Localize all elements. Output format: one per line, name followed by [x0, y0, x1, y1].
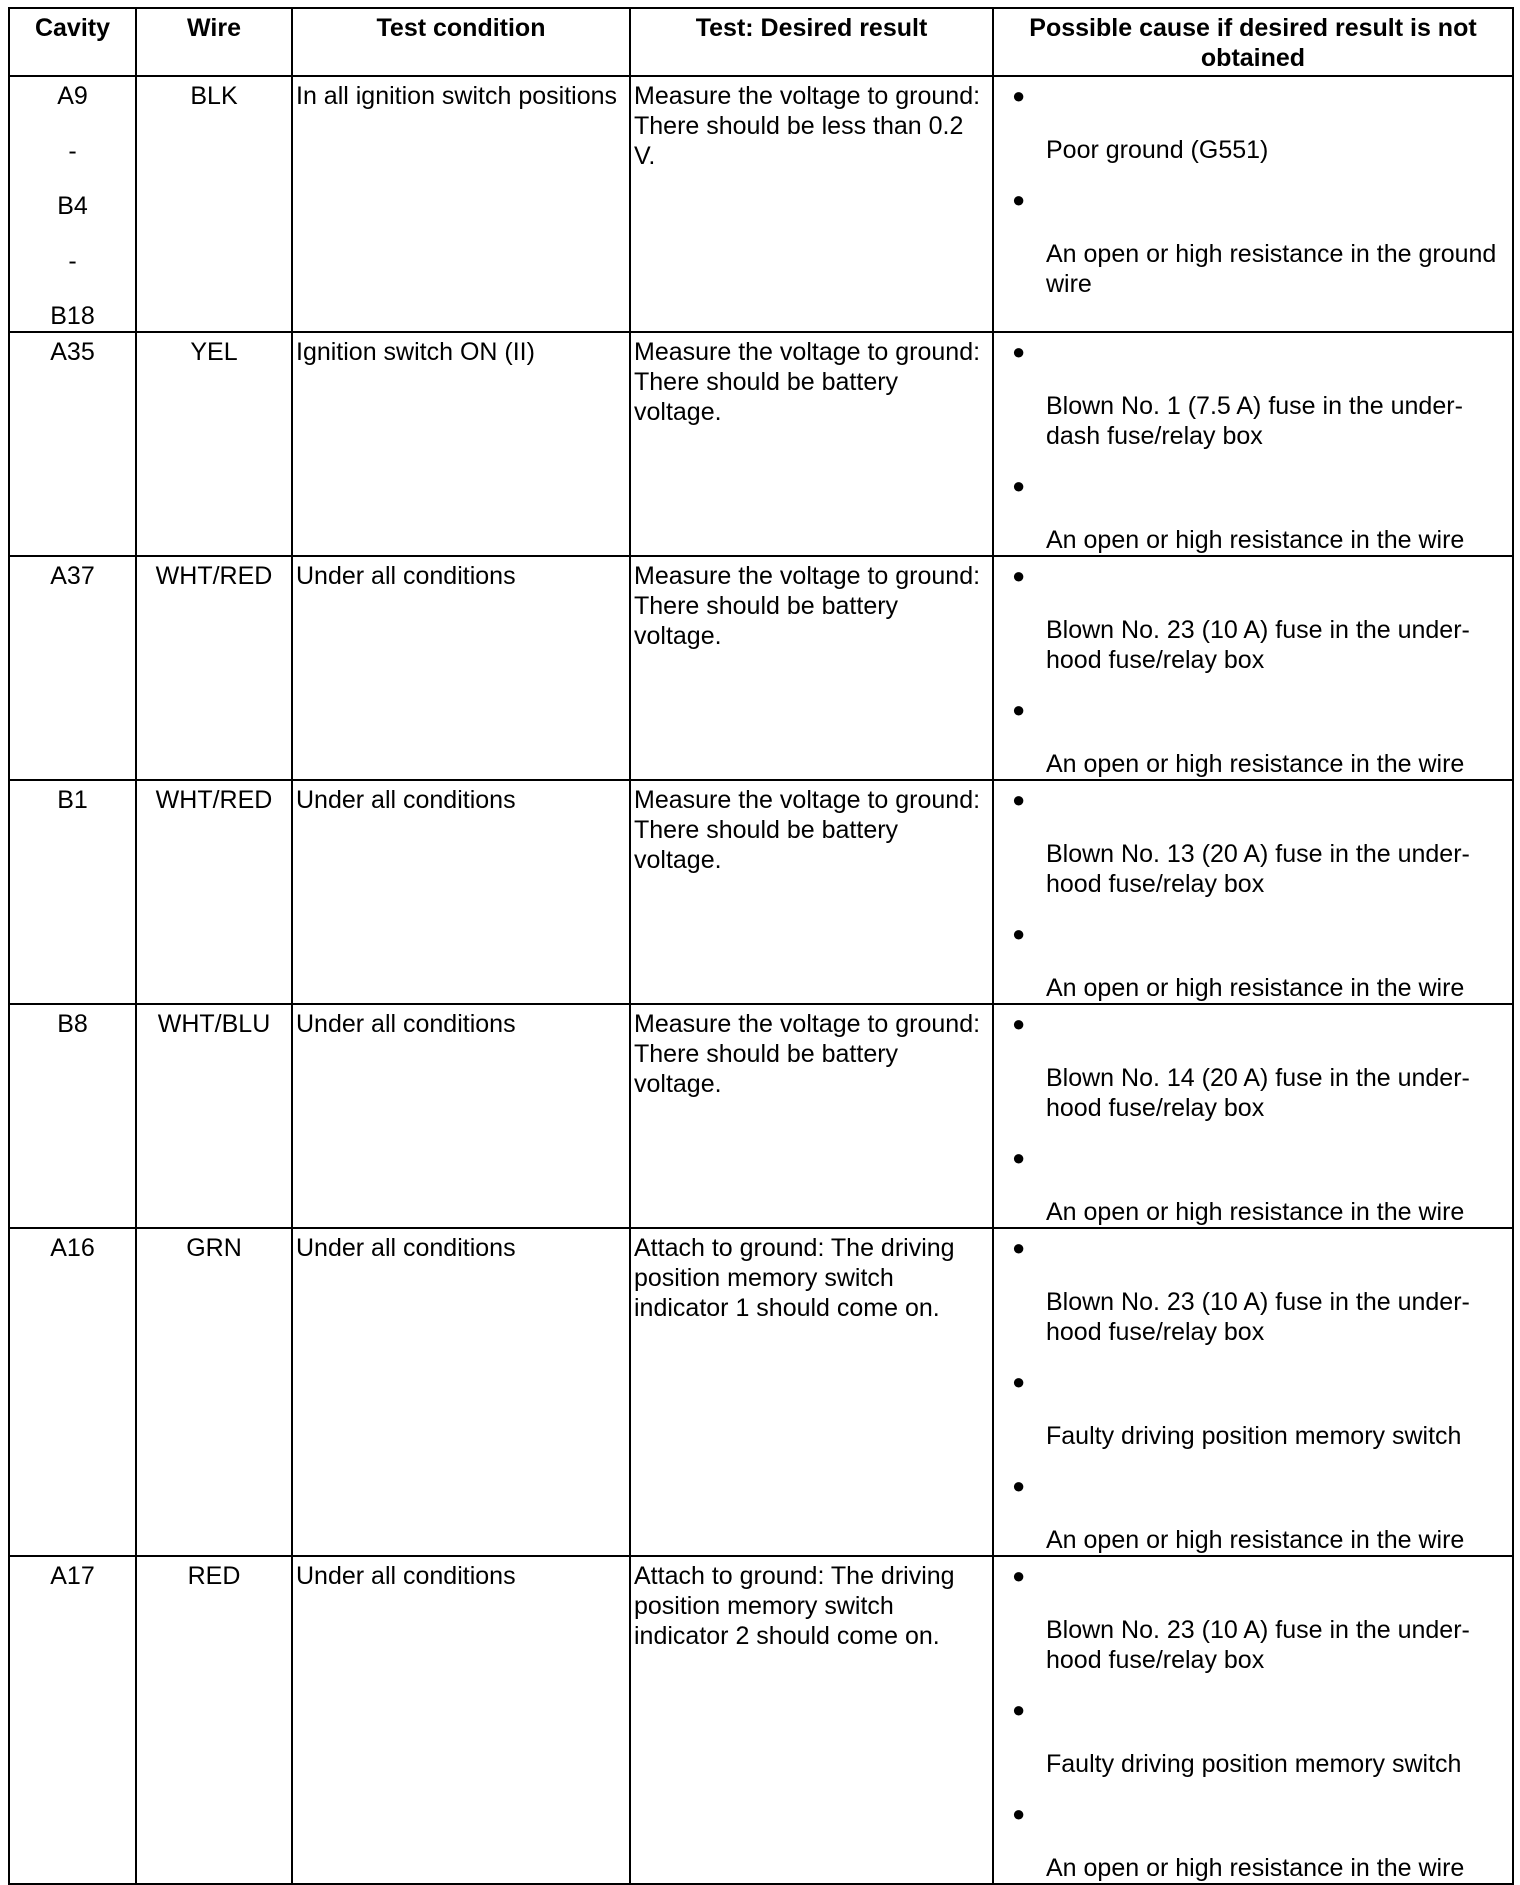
cause-item — [1012, 561, 1506, 675]
wire-color: RED — [187, 1562, 241, 1590]
wire-color: YEL — [190, 338, 238, 366]
cause-list — [994, 1005, 1512, 1227]
desired-result: Measure the voltage to ground: There should be battery voltage. — [634, 1010, 981, 1098]
cavity-cell — [9, 780, 136, 1004]
desired-result: Measure the voltage to ground: There should be less than 0.2 V. — [634, 82, 981, 170]
cause-text: Faulty driving position memory switch — [1046, 1750, 1462, 1778]
cause-text: An open or high resistance in the ground wire — [1046, 240, 1497, 298]
bullet-icon: ● — [1012, 921, 1026, 946]
desired-result-cell — [630, 780, 993, 1004]
desired-result-cell — [630, 76, 993, 332]
cavity-cell — [9, 332, 136, 556]
test-condition-cell — [292, 780, 630, 1004]
possible-cause-cell — [993, 780, 1513, 1004]
bullet-icon: ● — [1012, 563, 1026, 588]
cavity-label: A17 — [50, 1562, 95, 1590]
cause-text: Poor ground (G551) — [1046, 136, 1269, 164]
header-desired-result: Test: Desired result — [630, 8, 993, 76]
cavity-label: A35 — [50, 338, 95, 366]
cause-text: Blown No. 23 (10 A) fuse in the under-hood fuse/relay box — [1046, 1616, 1470, 1674]
cavity-label: B8 — [57, 1010, 88, 1038]
wire-cell — [136, 76, 292, 332]
cause-text: Faulty driving position memory switch — [1046, 1422, 1462, 1450]
desired-result-cell — [630, 556, 993, 780]
cavity-cell — [9, 76, 136, 332]
possible-cause-cell — [993, 1228, 1513, 1556]
wire-cell — [136, 780, 292, 1004]
bullet-icon: ● — [1012, 1369, 1026, 1394]
possible-cause-cell — [993, 1556, 1513, 1884]
cause-item — [1012, 1799, 1506, 1883]
test-condition-cell — [292, 1556, 630, 1884]
cavity-label: - — [68, 247, 77, 275]
desired-result: Measure the voltage to ground: There should be battery voltage. — [634, 786, 981, 874]
desired-result-cell — [630, 1004, 993, 1228]
test-condition-cell — [292, 332, 630, 556]
cause-item — [1012, 1695, 1506, 1779]
header-row — [9, 8, 1513, 76]
test-condition: Under all conditions — [296, 562, 516, 590]
cause-list — [994, 557, 1512, 779]
bullet-icon: ● — [1012, 787, 1026, 812]
bullet-icon: ● — [1012, 1473, 1026, 1498]
bullet-icon: ● — [1012, 1145, 1026, 1170]
cause-list — [994, 781, 1512, 1003]
bullet-icon: ● — [1012, 1011, 1026, 1036]
table-row — [9, 556, 1513, 780]
cause-text: Blown No. 23 (10 A) fuse in the under-hood fuse/relay box — [1046, 1288, 1470, 1346]
desired-result: Attach to ground: The driving position memory switch indicator 1 should come on. — [634, 1234, 955, 1322]
cavity-cell — [9, 1228, 136, 1556]
cavity-label: A16 — [50, 1234, 95, 1262]
possible-cause-cell — [993, 332, 1513, 556]
cause-text: An open or high resistance in the wire — [1046, 1854, 1465, 1882]
cause-item — [1012, 337, 1506, 451]
cause-item — [1012, 1009, 1506, 1123]
cause-item — [1012, 1367, 1506, 1451]
desired-result-cell — [630, 332, 993, 556]
header-wire: Wire — [136, 8, 292, 76]
cause-item — [1012, 919, 1506, 1003]
desired-result: Measure the voltage to ground: There should be battery voltage. — [634, 562, 981, 650]
desired-result: Measure the voltage to ground: There should be battery voltage. — [634, 338, 981, 426]
wire-cell — [136, 332, 292, 556]
table-row — [9, 780, 1513, 1004]
desired-result-cell — [630, 1556, 993, 1884]
cause-item — [1012, 471, 1506, 555]
wire-cell — [136, 1004, 292, 1228]
test-condition: Under all conditions — [296, 1234, 516, 1262]
cause-text: An open or high resistance in the wire — [1046, 974, 1465, 1002]
bullet-icon: ● — [1012, 1563, 1026, 1588]
bullet-icon: ● — [1012, 83, 1026, 108]
bullet-icon: ● — [1012, 697, 1026, 722]
cavity-label: B4 — [57, 192, 88, 220]
cavity-label: A9 — [57, 82, 88, 110]
cause-text: An open or high resistance in the wire — [1046, 750, 1465, 778]
cause-item — [1012, 81, 1506, 165]
cavity-label: A37 — [50, 562, 95, 590]
bullet-icon: ● — [1012, 1697, 1026, 1722]
connector-test-table — [8, 7, 1514, 1885]
wire-color: BLK — [190, 82, 238, 110]
cause-list — [994, 1229, 1512, 1555]
cavity-cell — [9, 1556, 136, 1884]
test-condition-cell — [292, 556, 630, 780]
cause-item — [1012, 185, 1506, 299]
test-condition-cell — [292, 1004, 630, 1228]
header-test-condition: Test condition — [292, 8, 630, 76]
desired-result-cell — [630, 1228, 993, 1556]
cavity-label: - — [68, 137, 77, 165]
wire-cell — [136, 1556, 292, 1884]
cavity-label: B1 — [57, 786, 88, 814]
cause-item — [1012, 785, 1506, 899]
cause-text: Blown No. 23 (10 A) fuse in the under-hood fuse/relay box — [1046, 616, 1470, 674]
cause-list — [994, 1557, 1512, 1883]
cause-text: Blown No. 13 (20 A) fuse in the under-hood fuse/relay box — [1046, 840, 1470, 898]
cause-list — [994, 333, 1512, 555]
cause-text: Blown No. 1 (7.5 A) fuse in the under-dash fuse/relay box — [1046, 392, 1463, 450]
test-condition: Under all conditions — [296, 786, 516, 814]
test-condition-cell — [292, 76, 630, 332]
table-row — [9, 76, 1513, 332]
possible-cause-cell — [993, 1004, 1513, 1228]
bullet-icon: ● — [1012, 1801, 1026, 1826]
test-condition: Under all conditions — [296, 1010, 516, 1038]
bullet-icon: ● — [1012, 1235, 1026, 1260]
table-row — [9, 1556, 1513, 1884]
cavity-label: B18 — [50, 302, 95, 330]
cause-list — [994, 77, 1512, 299]
test-condition-cell — [292, 1228, 630, 1556]
bullet-icon: ● — [1012, 339, 1026, 364]
table-body — [9, 76, 1513, 1884]
possible-cause-cell — [993, 76, 1513, 332]
cause-item — [1012, 1471, 1506, 1555]
table-row — [9, 1004, 1513, 1228]
cause-text: Blown No. 14 (20 A) fuse in the under-hood fuse/relay box — [1046, 1064, 1470, 1122]
cause-item — [1012, 1233, 1506, 1347]
table-row — [9, 332, 1513, 556]
wire-cell — [136, 556, 292, 780]
cause-item — [1012, 1143, 1506, 1227]
wire-color: GRN — [186, 1234, 242, 1262]
wire-cell — [136, 1228, 292, 1556]
test-condition: Ignition switch ON (II) — [296, 338, 535, 366]
cavity-cell — [9, 1004, 136, 1228]
table-header — [9, 8, 1513, 76]
header-possible-cause: Possible cause if desired result is not obtained — [993, 8, 1513, 76]
cause-text: An open or high resistance in the wire — [1046, 1198, 1465, 1226]
cause-item — [1012, 1561, 1506, 1675]
desired-result: Attach to ground: The driving position memory switch indicator 2 should come on. — [634, 1562, 955, 1650]
possible-cause-cell — [993, 556, 1513, 780]
cause-text: An open or high resistance in the wire — [1046, 1526, 1465, 1554]
bullet-icon: ● — [1012, 473, 1026, 498]
bullet-icon: ● — [1012, 187, 1026, 212]
table-row — [9, 1228, 1513, 1556]
cavity-cell — [9, 556, 136, 780]
cause-text: An open or high resistance in the wire — [1046, 526, 1465, 554]
wire-color: WHT/BLU — [157, 1010, 271, 1038]
test-condition: Under all conditions — [296, 1562, 516, 1590]
cause-item — [1012, 695, 1506, 779]
header-cavity: Cavity — [9, 8, 136, 76]
wire-color: WHT/RED — [155, 786, 273, 814]
wire-color: WHT/RED — [155, 562, 273, 590]
test-condition: In all ignition switch positions — [296, 82, 617, 110]
